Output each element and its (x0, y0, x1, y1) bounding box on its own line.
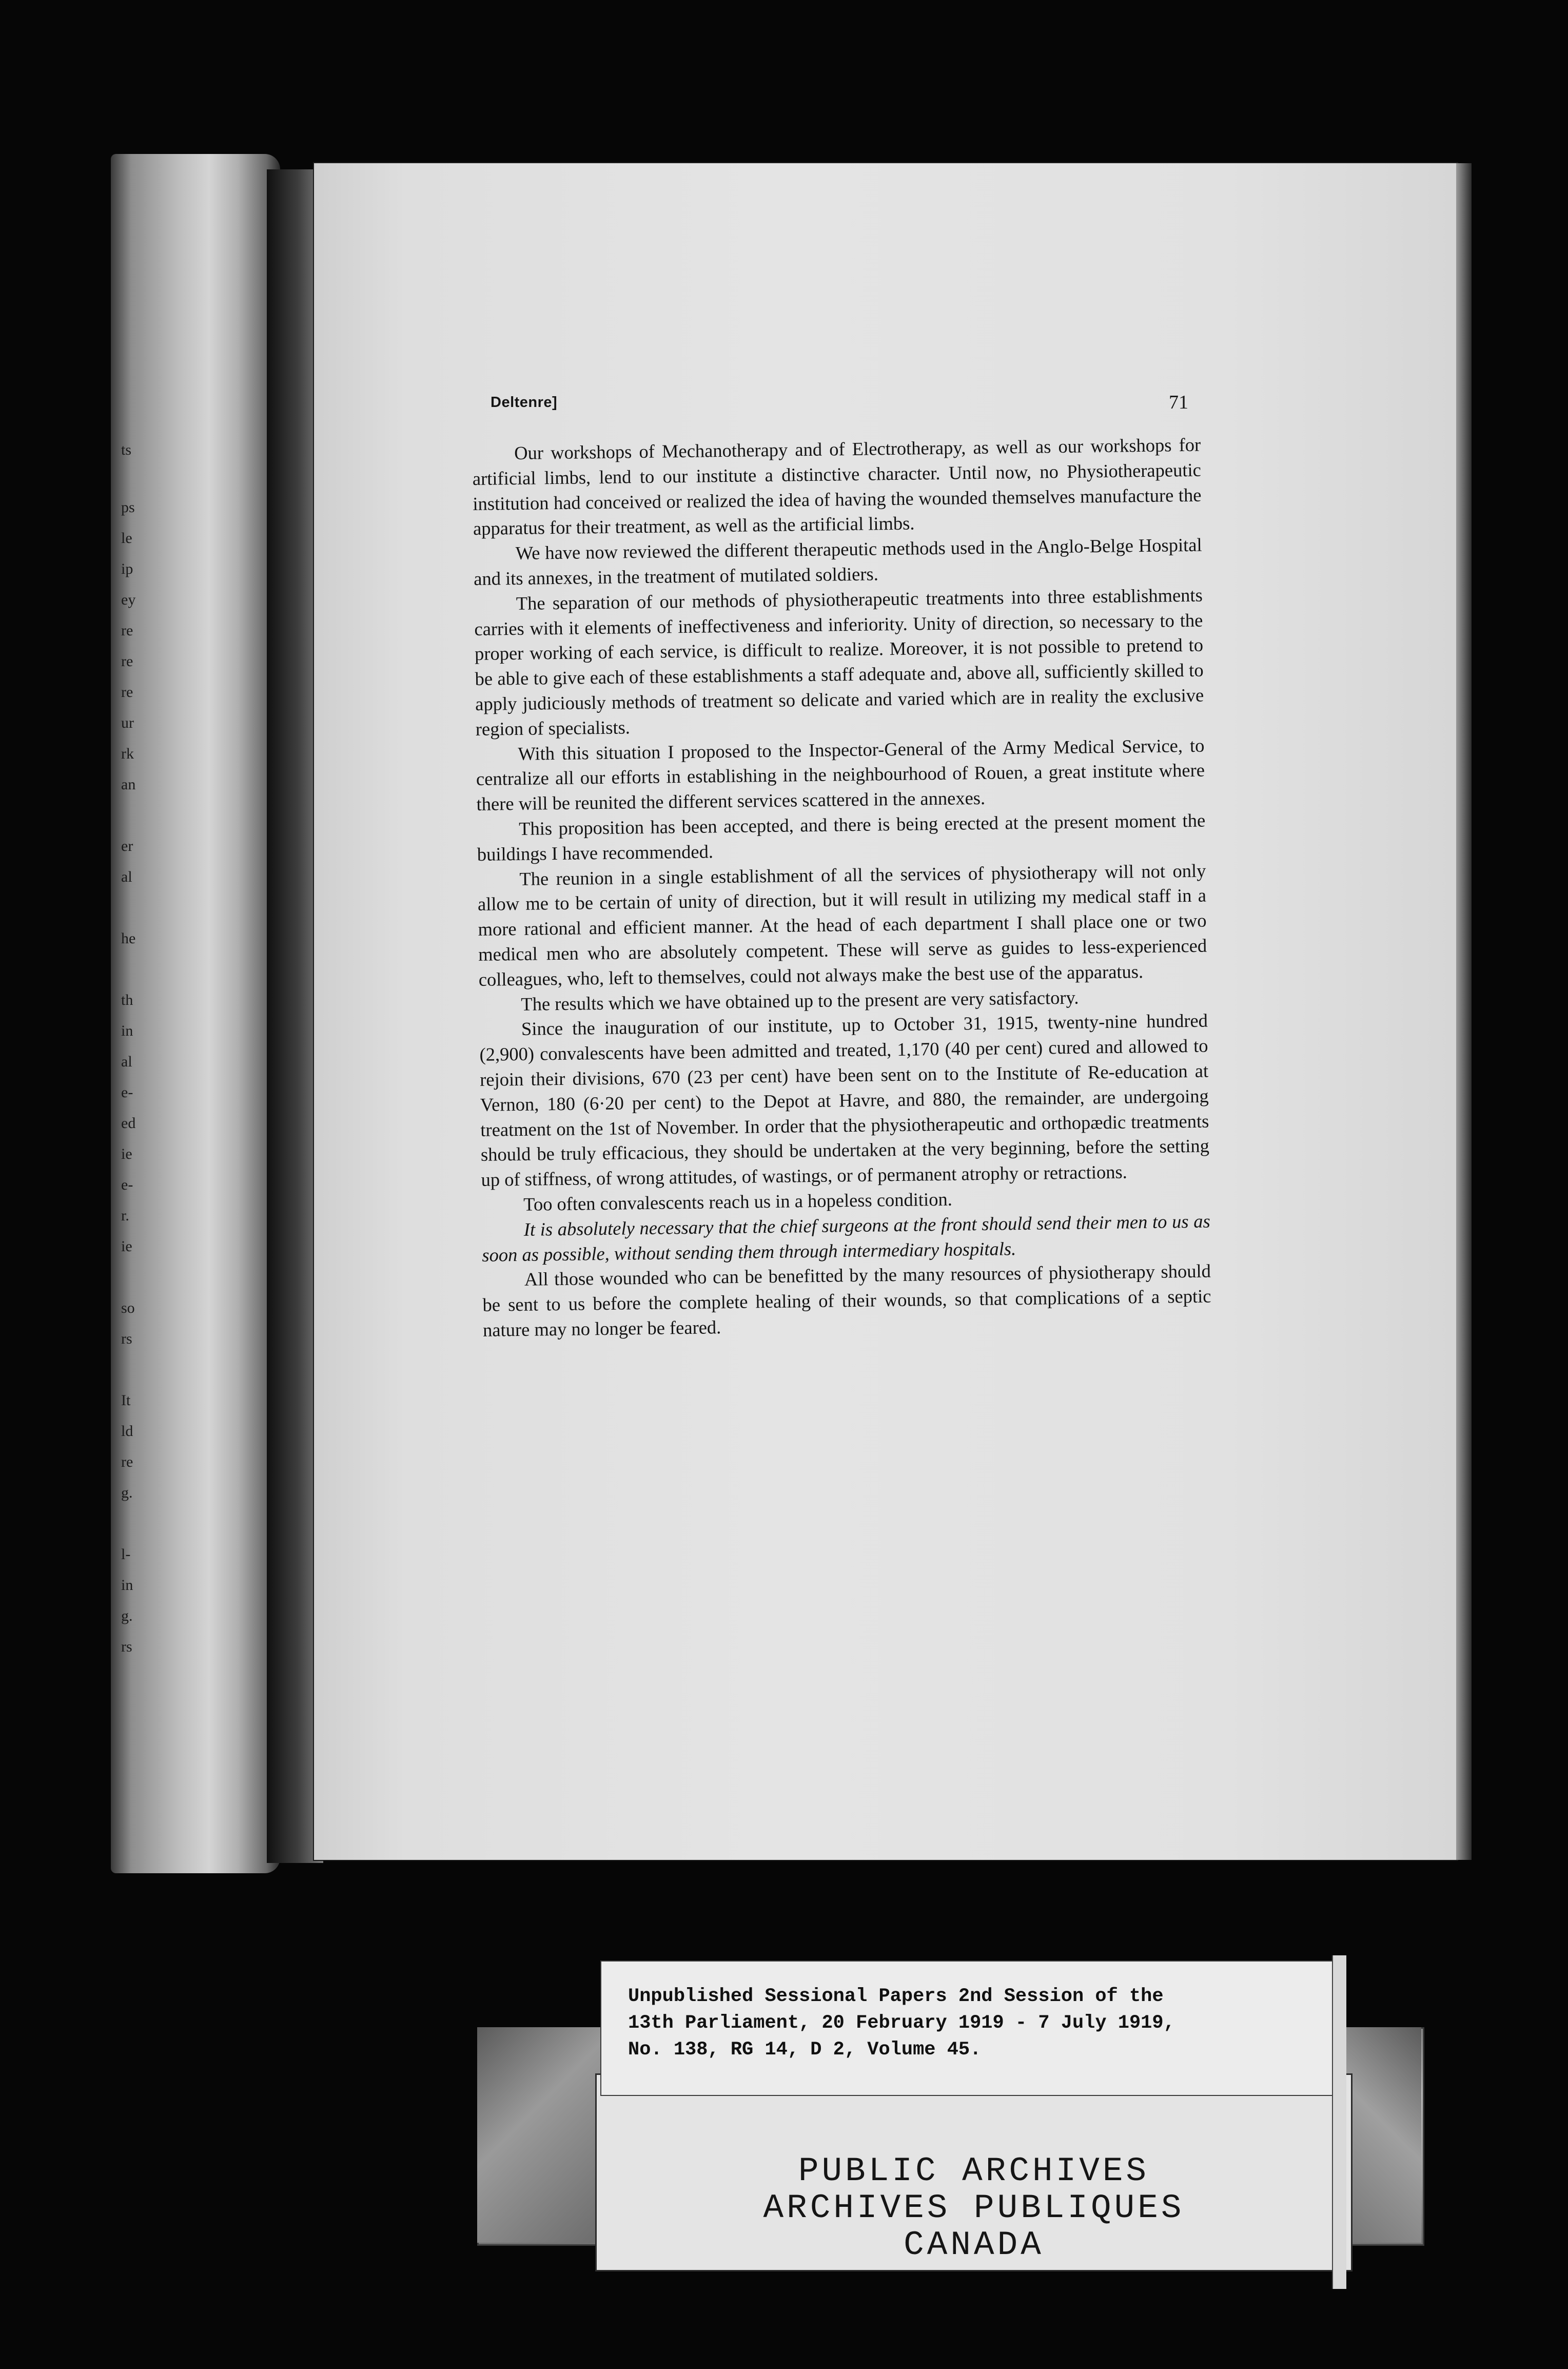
left-fragment: ed (121, 1115, 136, 1132)
stamp-line: ARCHIVES PUBLIQUES (763, 2189, 1185, 2227)
left-fragment: so (121, 1299, 135, 1316)
left-page-curl (111, 154, 280, 1873)
paragraph: All those wounded who can be benefitted by the many resources of physiotherapy should be sent to us before the complete healing of their wounds, so that complications of a septic nature may no longer be feared. (482, 1260, 1211, 1341)
left-fragment: ps (121, 499, 135, 516)
left-fragment: ey (121, 591, 136, 608)
paragraph: With this situation I proposed to the Inspector-General of the Army Medical Service, to centralize all our efforts in establishing in the neighbourhood of Rouen, a great institute where there will be reunited the different services scattered in the annexes. (476, 734, 1205, 815)
left-fragment: re (121, 1453, 133, 1470)
left-fragment: r. (121, 1207, 129, 1224)
slip-line: Unpublished Sessional Papers 2nd Session of the (628, 1986, 1164, 2007)
left-fragment: rk (121, 745, 134, 762)
left-fragment: re (121, 622, 133, 639)
left-fragment: rs (121, 1638, 132, 1655)
archive-stamp (595, 2073, 1353, 2271)
stamp-line: PUBLIC ARCHIVES (798, 2152, 1150, 2190)
italic-paragraph: It is absolutely necessary that the chief surgeons at the front should send their men to us as soon as possible, without sending them through intermediary hospitals. (482, 1210, 1210, 1266)
paragraph: Since the inauguration of our institute, up to October 31, 1915, twenty-nine hundred (2,900) convalescents have been admitted and treated, 1,170 (40 per cent) cured and allowed to rejoin their divisions, 670 (23 per cent) have been sent on to the Institute of Re-education at Vernon, 180 (6·20 per cent) to the Depot at Havre, and 880, the remainder, are undergoing treatment on the 1st of November. In order that the physiotherapeutic and orthopædic treatments should be truly efficacious, they should be undertaken at the very beginning, before the setting up of stiffness, of wrong attitudes, of wastings, or of permanent atrophy or retractions. (479, 1009, 1210, 1191)
left-fragment: g. (121, 1484, 133, 1501)
left-fragment: rs (121, 1330, 132, 1347)
left-fragment: ip (121, 560, 133, 577)
paragraph: The results which we have obtained up to the present are very satisfactory. (521, 986, 1079, 1015)
paragraph: This proposition has been accepted, and there is being erected at the present moment the buildings I have recommended. (477, 809, 1206, 865)
left-fragment: ld (121, 1423, 133, 1440)
paragraph: Too often convalescents reach us in a hopeless condition. (523, 1188, 953, 1215)
paragraph: The separation of our methods of physiotherapeutic treatments into three establishments carries with it elements of ineffectiveness and inferiority. Unity of direction, so necessary to the proper working of each service, is difficult to realize. Moreover, it is not possible to pretend to be able to give each of these establishments a staff adequate and, above all, sufficiently skilled to apply judiciously methods of treatment so delicate and varied which are in reality the exclusive region of specialists. (474, 584, 1204, 740)
left-fragment: l- (121, 1546, 131, 1563)
left-fragment: he (121, 930, 136, 947)
left-fragment: al (121, 868, 132, 885)
paragraph: We have now reviewed the different therapeutic methods used in the Anglo-Belge Hospital and its annexes, in the treatment of mutilated soldiers. (474, 534, 1202, 589)
left-fragment: e- (121, 1084, 133, 1101)
left-fragment: in (121, 1022, 133, 1039)
body-text (472, 433, 1211, 1343)
paragraph: The reunion in a single establishment of all the services of physiotherapy will not only allow me to be certain of unity of direction, but it will result in utilizing my medical staff in a more rational and efficient manner. At the head of each department I shall place one or two medical men who are absolutely competent. These will serve as guides to less-experienced colleagues, who, left to themselves, could not always make the best use of the apparatus. (477, 860, 1207, 990)
left-fragment: e- (121, 1176, 133, 1193)
left-fragment: g. (121, 1607, 133, 1624)
left-fragment: in (121, 1577, 133, 1594)
left-fragment: ts (121, 441, 132, 458)
slip-line: No. 138, RG 14, D 2, Volume 45. (628, 2039, 982, 2061)
paragraph: Our workshops of Mechanotherapy and of Electrotherapy, as well as our workshops for artificial limbs, lend to our institute a distinctive character. Until now, no Physiotherapeutic institution had conceived or realized the idea of having the wounded themselves manufacture the apparatus for their treatment, as well as the artificial limbs. (472, 434, 1202, 539)
archive-slip-text (628, 1983, 1336, 2063)
left-fragment: ur (121, 714, 134, 731)
running-head: Deltenre] (491, 394, 558, 411)
left-fragment: ie (121, 1145, 132, 1162)
slip-line: 13th Parliament, 20 February 1919 - 7 July 1919, (628, 2012, 1175, 2034)
page-number: 71 (1169, 392, 1188, 413)
left-fragment: th (121, 992, 133, 1008)
left-fragment: re (121, 653, 133, 670)
page-edge (1456, 163, 1472, 1860)
left-fragment: er (121, 838, 133, 855)
left-fragment: le (121, 530, 132, 547)
left-fragment: ie (121, 1238, 132, 1255)
left-fragment: It (121, 1392, 131, 1409)
left-fragment: an (121, 776, 136, 793)
archive-block-left (477, 2027, 611, 2243)
stamp-line: CANADA (904, 2226, 1044, 2264)
left-fragment: re (121, 684, 133, 701)
left-fragment: al (121, 1053, 132, 1070)
